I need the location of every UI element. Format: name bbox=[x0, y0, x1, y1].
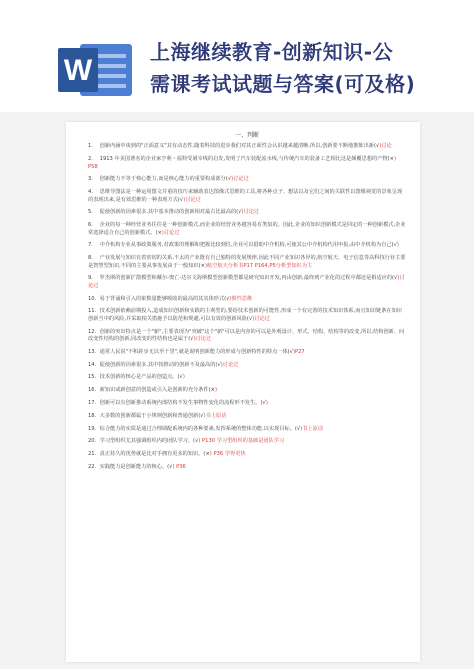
question-text: 促使创新的因素很多,其中基本推动的创新相对最古比最高的( bbox=[99, 209, 239, 216]
answer-mark: √ bbox=[289, 348, 293, 355]
answer-mark: √ bbox=[248, 315, 253, 322]
question-text: 创新的突出特点是一个"新",主要表现为"突破"这个"新"可以是内容的可以是外观设计、形式、结构、结构等的改变,所以,结构创新、问改变性结构的创新,同改变的性结构也是属于( bbox=[88, 328, 405, 343]
question-item bbox=[88, 176, 406, 183]
question-item bbox=[88, 296, 406, 303]
question-item bbox=[88, 451, 406, 458]
question-number: 13. bbox=[88, 348, 97, 355]
question-text: 实践能力是创新能力的核心。( bbox=[99, 463, 170, 470]
question-number: 4. bbox=[88, 189, 93, 196]
answer-note: )讨论 bbox=[379, 143, 392, 150]
answer-note: )讨论过 bbox=[252, 315, 270, 322]
answer-mark: √ bbox=[296, 425, 301, 432]
question-number: 7. bbox=[88, 242, 93, 249]
answer-mark: √ bbox=[179, 374, 183, 381]
answer-mark: √ bbox=[169, 463, 173, 470]
answer-note: )讨论过 bbox=[231, 176, 249, 183]
question-text: 易于背诵和引入的象数量能够吸收的最高的其其体形式( bbox=[99, 295, 227, 302]
question-item bbox=[88, 349, 406, 356]
question-text: 思维导图法是一种运用图文并重的技巧来辅助表达图像式思维的工具,将各种点子、想法以及它们之间的关联性以图像视觉的景象呈现的表现出来,是有效思维的一种表现方式( bbox=[88, 189, 403, 203]
question-number: 1. bbox=[88, 143, 93, 150]
question-item bbox=[88, 308, 406, 323]
answer-note: ) P130 学习型组织的基础是团队学习 bbox=[198, 438, 285, 445]
question-item bbox=[88, 222, 406, 237]
question-number: 15. bbox=[88, 374, 97, 381]
answer-note: ) bbox=[396, 242, 399, 249]
question-item bbox=[88, 156, 406, 171]
answer-note: )书上原话 bbox=[300, 425, 324, 432]
question-text: 技术创新的核心是产品的创造点。( bbox=[99, 374, 180, 381]
question-number: 10. bbox=[88, 295, 97, 302]
question-number: 21. bbox=[88, 451, 97, 458]
answer-mark: × bbox=[200, 262, 205, 269]
question-item bbox=[88, 438, 406, 445]
question-number: 5. bbox=[88, 209, 93, 216]
question-text: 产业发展与知识有着密切的关系,不太的产业既有自己独特的发展规律,因此不同产业知识各异的,航空航天、电子信息等高科技行业主要是智慧型知识,不同的主要从事发展由于一般知识( bbox=[88, 255, 406, 269]
question-item bbox=[88, 275, 406, 290]
question-item bbox=[88, 209, 406, 216]
answer-mark: √ bbox=[262, 400, 266, 406]
title-line-2: 需课考试试题与答案(可及格) bbox=[150, 72, 416, 96]
question-item bbox=[88, 362, 406, 369]
answer-mark: × bbox=[210, 387, 215, 394]
question-item bbox=[88, 374, 406, 381]
answer-note: ) bbox=[265, 400, 268, 406]
word-logo-letter: W bbox=[63, 54, 93, 87]
question-item bbox=[88, 426, 406, 433]
answer-note: )讨论过 bbox=[241, 209, 260, 216]
question-number: 3. bbox=[88, 176, 93, 183]
answer-mark: √ bbox=[238, 209, 242, 216]
answer-note: )惯性思维 bbox=[229, 295, 253, 302]
question-text: 中介机构专业从事政策服务,对政策的理解和把握比较到位,企业可以借助中介机构,可使其公中介机构代用申报,由中介机构为自己( bbox=[99, 242, 394, 249]
section-title: 一、判断 bbox=[234, 132, 259, 139]
question-text: 通常人民说"不积跬步无以至千里",就是说明创新能力的形成与创新特性的特点一体( bbox=[99, 348, 290, 355]
question-number: 16. bbox=[88, 387, 97, 394]
question-item bbox=[88, 143, 406, 150]
question-number: 18. bbox=[88, 412, 97, 419]
question-text: 创新能力不等于核心能力,而是核心能力的重要构成部分( bbox=[99, 176, 228, 183]
question-number: 19. bbox=[88, 425, 97, 432]
question-number: 9. bbox=[88, 275, 93, 282]
question-text: 综合能力的实质是通过合理调配系统内的各种要素,发挥系统的整体功能,以实现目标。( bbox=[99, 425, 297, 432]
word-icon bbox=[58, 40, 134, 100]
answer-note: )书上原话 bbox=[203, 412, 227, 419]
question-text: 学习型组织尤其强调组织内的团队学习。( bbox=[99, 438, 196, 445]
answer-mark: √ bbox=[179, 196, 184, 203]
answer-note: )航空航天分析书P17 P164,P5分析型知识为主 bbox=[204, 262, 313, 269]
question-text: 新知识或新创意的创造或引入是创新的充分条件( bbox=[99, 387, 211, 394]
question-number: 6. bbox=[88, 222, 93, 229]
question-number: 12. bbox=[88, 328, 97, 335]
question-item bbox=[88, 242, 406, 249]
question-item bbox=[88, 413, 406, 420]
answer-mark: √ bbox=[200, 412, 204, 419]
question-text: 罗杰斯的创新扩散模型和戴尔-奥亡-达尔文海斯模型创新模型都是研究知识开发,再由创新,最终到产业化的过程中都还是相适应的( bbox=[99, 275, 395, 282]
answer-mark: √ bbox=[394, 275, 398, 282]
question-number: 11. bbox=[88, 308, 97, 315]
answer-mark: × bbox=[205, 451, 210, 458]
answer-note: )P27 bbox=[292, 348, 305, 355]
question-item bbox=[88, 329, 406, 344]
answer-mark: √ bbox=[226, 295, 230, 302]
answer-mark: √ bbox=[217, 361, 221, 368]
answer-note: ) P36 bbox=[172, 463, 186, 470]
answer-mark: √ bbox=[227, 176, 232, 183]
question-list bbox=[88, 143, 406, 471]
answer-mark: × bbox=[389, 156, 394, 163]
document-page bbox=[66, 122, 420, 662]
question-number: 17. bbox=[88, 400, 97, 406]
question-number: 22. bbox=[88, 463, 97, 470]
question-number: 8. bbox=[88, 255, 93, 262]
question-item bbox=[88, 387, 406, 394]
question-number: 20. bbox=[88, 438, 97, 445]
question-item bbox=[88, 189, 406, 204]
title-line-1: 上海继续教育-创新知识-公 bbox=[150, 40, 394, 64]
answer-note: )讨论过 bbox=[193, 336, 212, 343]
question-item bbox=[88, 400, 406, 407]
question-text: 创新可以有创新推动系统内部结构不发生事物性变化的流程形不发生。( bbox=[99, 400, 263, 406]
question-text: 创新内涵中谈到的"正面意义"其有动态性,随着科技的进步我们对其正面性会认识越来越清晰,所以,创新要不断地推陈出新( bbox=[99, 143, 376, 150]
question-item bbox=[88, 255, 406, 270]
question-text: 大多数的创新都属于小规则创新和普通创新( bbox=[99, 412, 201, 419]
answer-note: )讨论过 bbox=[220, 361, 239, 368]
answer-note: ) P58 bbox=[88, 156, 396, 170]
answer-mark: √ bbox=[195, 438, 199, 445]
answer-note: )讨论过 bbox=[88, 275, 405, 289]
question-text: 技术创新依赖前期投入,造成知识创新和实践的主观型的,要给技术创新的可能性,形成一个有完善的技术知识体系,而且知识链条在知识创新当中的风险,并采取相关措施予以防范和规避,可以有效的创新风险( bbox=[88, 308, 402, 322]
question-text: 促使创新的因素很多,其中按推动的创新不及最高的( bbox=[99, 361, 218, 368]
question-number: 2. bbox=[88, 156, 93, 163]
answer-note: ) bbox=[182, 374, 185, 381]
page-title bbox=[150, 36, 468, 100]
answer-note: )讨论过 bbox=[183, 196, 201, 203]
question-text: 企业的每一种经营业务往往是一种创新模式,而企业的经营业务越容易有类似的。因此,企业的知识创新模式是回定的一种创新模式,企业常选择适合自己的创新模式。( bbox=[88, 222, 406, 236]
answer-note: ) bbox=[214, 387, 218, 394]
answer-mark: √ bbox=[190, 336, 194, 343]
question-item bbox=[88, 464, 406, 471]
question-text: 真正持久的优势就是比对手拥有更多的知识。( bbox=[99, 451, 206, 458]
question-number: 14. bbox=[88, 361, 97, 368]
answer-mark: √ bbox=[375, 143, 380, 150]
answer-note: ) P36 学得更快 bbox=[209, 451, 246, 458]
answer-note: )讨论过 bbox=[161, 229, 180, 236]
answer-mark: √ bbox=[393, 242, 397, 249]
answer-mark: × bbox=[157, 229, 162, 236]
header-banner bbox=[0, 0, 474, 112]
question-text: 1913 年美国著名的企业家亨利・福特受屠宰线的启发,发明了汽车装配流水线,与传统汽车的装备工艺相比这是颠覆思想的产物( bbox=[99, 156, 390, 163]
